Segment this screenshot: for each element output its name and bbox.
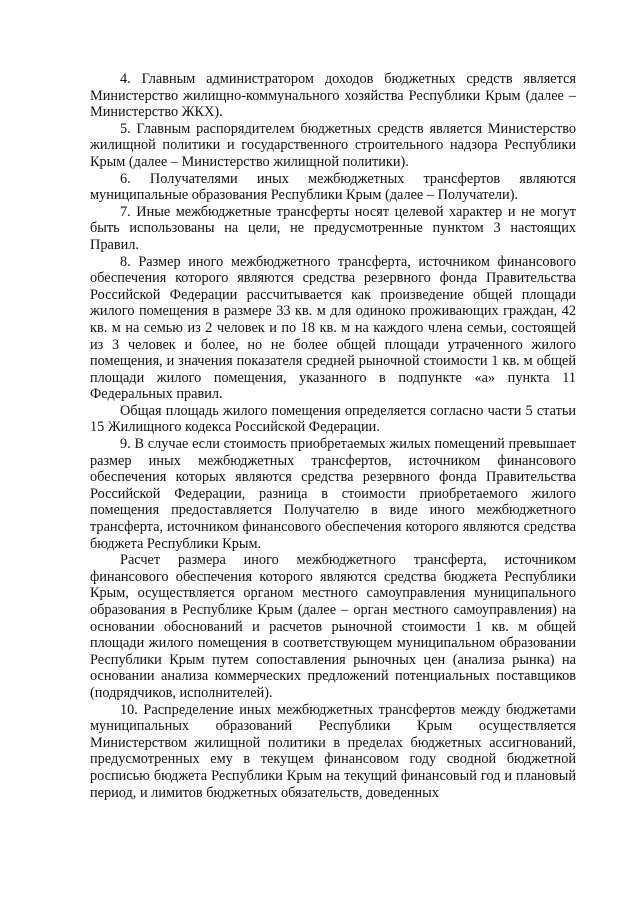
paragraph-item-6: 6. Получателями иных межбюджетных трансфертов являются муниципальные образования Республики Крым (далее – Получатели). <box>90 170 576 204</box>
paragraph-item-8: 8. Размер иного межбюджетного трансферта, источником финансового обеспечения которого являются средства резервного фонда Правительства Российской Федерации рассчитывается как произведение общей площади жилого помещения в размере 33 кв. м для одиноко проживающих граждан, 42 кв. м на семью из 2 человек и по 18 кв. м на каждого члена семьи, состоящей из 3 человек и более, но не более общей площади утраченного жилого помещения, и значения показателя средней рыночной стоимости 1 кв. м общей площади жилого помещения, указанного в подпункте «а» пункта 11 Федеральных правил. <box>90 253 576 403</box>
paragraph-item-9: 9. В случае если стоимость приобретаемых жилых помещений превышает размер иных межбюджетных трансфертов, источником финансового обеспечения которых являются средства резервного фонда Правительства Российской Федерации, разница в стоимости приобретаемого жилого помещения предоставляется Получателю в виде иного межбюджетного трансферта, источником финансового обеспечения которого являются средства бюджета Республики Крым. <box>90 436 576 552</box>
paragraph-item-9-continued: Расчет размера иного межбюджетного трансферта, источником финансового обеспечения которого являются средства бюджета Республики Крым, осуществляется органом местного самоуправления муниципального образования в Республике Крым (далее – орган местного самоуправления) на основании обоснований и расчетов рыночной стоимости 1 кв. м общей площади жилого помещения в соответствующем муниципальном образовании Республики Крым путем сопоставления рыночных цен (анализа рынка) на основании анализа коммерческих предложений потенциальных поставщиков (подрядчиков, исполнителей). <box>90 552 576 701</box>
document-body <box>90 71 576 801</box>
paragraph-item-4: 4. Главным администратором доходов бюджетных средств является Министерство жилищно-коммунального хозяйства Республики Крым (далее – Министерство ЖКХ). <box>90 71 576 121</box>
paragraph-item-7: 7. Иные межбюджетные трансферты носят целевой характер и не могут быть использованы на цели, не предусмотренные пунктом 3 настоящих Правил. <box>90 203 576 253</box>
paragraph-item-5: 5. Главным распорядителем бюджетных средств является Министерство жилищной политики и государственного строительного надзора Республики Крым (далее – Министерство жилищной политики). <box>90 120 576 170</box>
paragraph-item-10: 10. Распределение иных межбюджетных трансфертов между бюджетами муниципальных образований Республики Крым осуществляется Министерством жилищной политики в пределах бюджетных ассигнований, предусмотренных ему в текущем финансовом году сводной бюджетной росписью бюджета Республики Крым на текущий финансовый год и плановый период, и лимитов бюджетных обязательств, доведенных <box>90 701 576 801</box>
paragraph-item-8-continued: Общая площадь жилого помещения определяется согласно части 5 статьи 15 Жилищного кодекса Российской Федерации. <box>90 402 576 436</box>
